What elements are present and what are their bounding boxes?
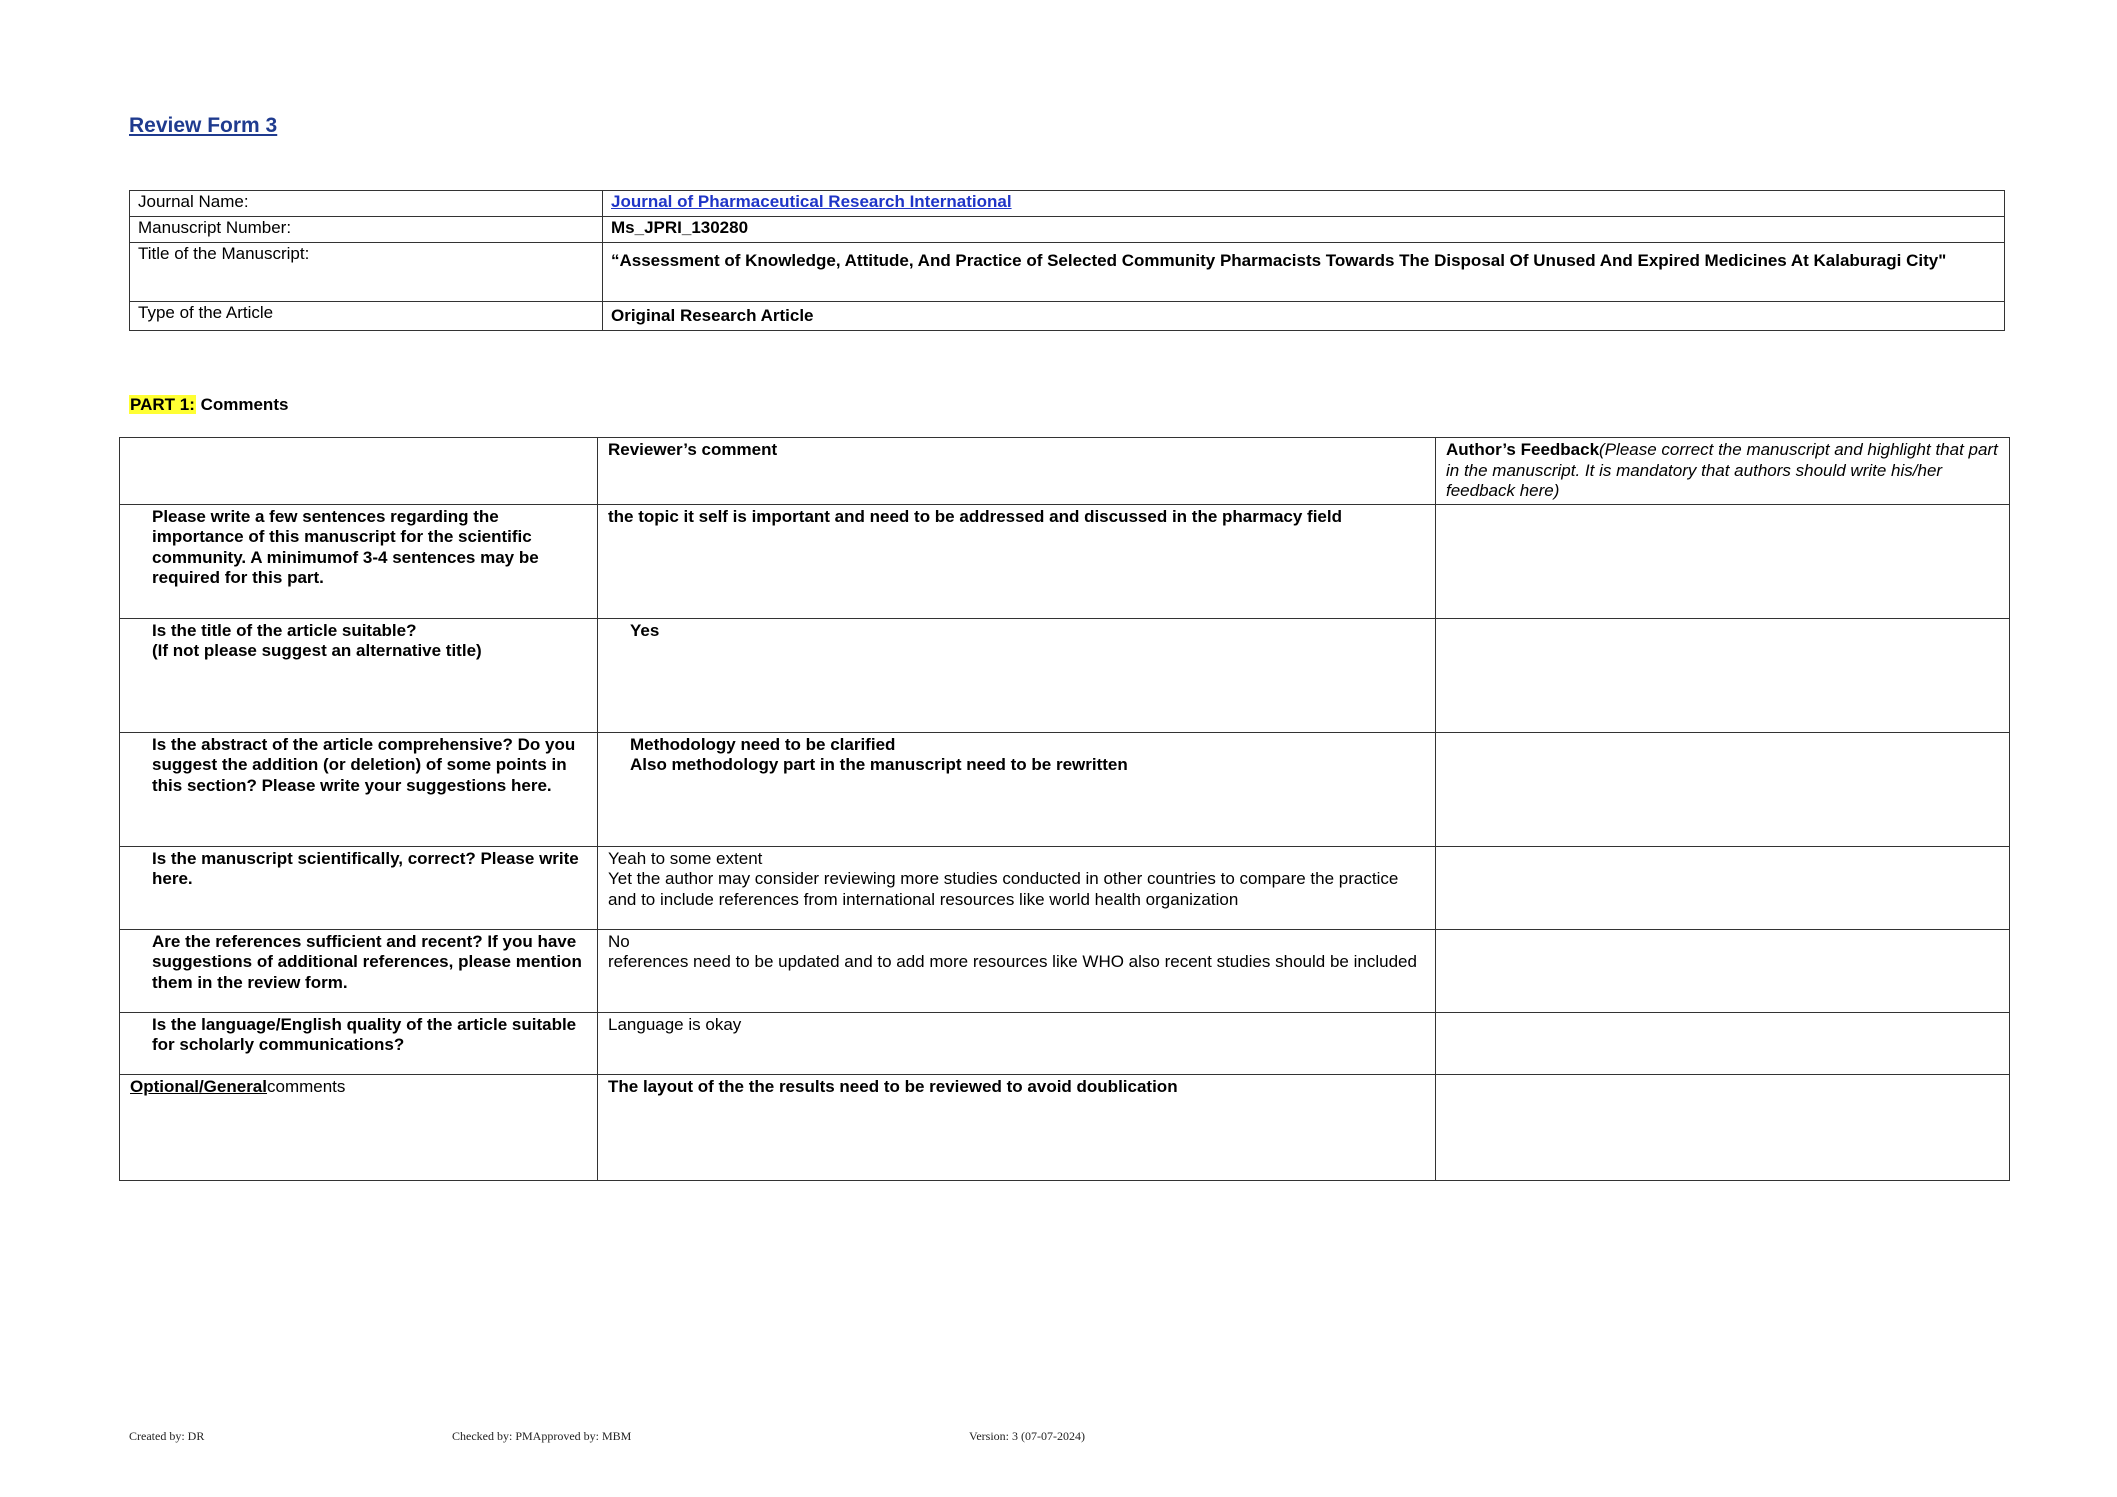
author-feedback-cell[interactable] [1436,618,2010,732]
optional-comments-label [120,1074,598,1180]
reviewer-comment-cell: Language is okay [598,1012,1436,1074]
table-row [120,732,2010,846]
manuscript-info-table [129,190,2005,331]
author-feedback-cell[interactable] [1436,929,2010,1012]
table-row [120,1074,2010,1180]
comment-line: Also methodology part in the manuscript need to be rewritten [630,755,1128,774]
table-row [130,243,2005,302]
author-feedback-cell[interactable] [1436,1012,2010,1074]
manuscript-number-value: Ms_JPRI_130280 [603,217,2005,243]
optional-label-part: Optional [130,1076,199,1096]
page-title: Review Form 3 [129,114,278,137]
journal-name-label: Journal Name: [130,191,603,217]
part1-label: PART 1: [130,395,195,414]
table-row [120,929,2010,1012]
comment-line: Yeah to some extent [608,848,763,868]
reviewer-comment-cell [598,846,1436,929]
table-row [130,302,2005,331]
manuscript-title-label: Title of the Manuscript: [130,243,603,302]
question-cell: Are the references sufficient and recent? If you have suggestions of additional references, please mention them in the review form. [120,929,598,1012]
question-cell: Is the abstract of the article comprehensive? Do you suggest the addition (or deletion) of some points in this section? Please write your suggestions here. [120,732,598,846]
comment-line: No [608,931,630,951]
manuscript-title-value: “Assessment of Knowledge, Attitude, And Practice of Selected Community Pharmacists Towards The Disposal Of Unused And Expired Medicines At Kalaburagi City" [603,243,2005,302]
question-cell [120,618,598,732]
question-cell: Is the manuscript scientifically, correct? Please write here. [120,846,598,929]
footer-created: Created by: DR [129,1429,205,1443]
comment-line: Yet the author may consider reviewing more studies conducted in other countries to compare the practice and to include references from international resources like world health organization [608,869,1399,909]
footer-version: Version: 3 (07-07-2024) [969,1429,1085,1443]
table-row [120,1012,2010,1074]
reviewer-comment-cell: the topic it self is important and need to be addressed and discussed in the pharmacy field [598,504,1436,618]
table-row [130,191,2005,217]
question-line: (If not please suggest an alternative title) [152,641,482,660]
author-feedback-cell[interactable] [1436,504,2010,618]
comment-line: Methodology need to be clarified [630,734,896,754]
part1-title: Comments [195,395,289,414]
journal-name-link[interactable]: Journal of Pharmaceutical Research International [611,192,1012,211]
table-row [120,618,2010,732]
question-cell: Is the language/English quality of the article suitable for scholarly communications? [120,1012,598,1074]
part1-heading [129,395,288,415]
table-row [120,438,2010,505]
manuscript-number-label: Manuscript Number: [130,217,603,243]
footer-checked: Checked by: PMApproved by: MBM [452,1429,632,1443]
author-feedback-cell[interactable] [1436,1074,2010,1180]
optional-comment-cell: The layout of the the results need to be reviewed to avoid doublication [598,1074,1436,1180]
reviewer-comment-cell [598,732,1436,846]
reviewer-comment-header: Reviewer’s comment [598,438,1436,505]
author-feedback-cell[interactable] [1436,732,2010,846]
general-label-part: /General [198,1076,267,1096]
comments-label-part: comments [267,1076,346,1096]
question-cell: Please write a few sentences regarding the importance of this manuscript for the scientific community. A minimumof 3-4 sentences may be required for this part. [120,504,598,618]
table-row [120,504,2010,618]
author-feedback-header [1436,438,2010,505]
reviewer-comment-cell: Yes [598,618,1436,732]
table-row [120,846,2010,929]
question-line: Is the title of the article suitable? [152,620,417,640]
comments-table [119,437,2010,1181]
table-row [130,217,2005,243]
author-feedback-cell[interactable] [1436,846,2010,929]
article-type-label: Type of the Article [130,302,603,331]
comment-line: references need to be updated and to add more resources like WHO also recent studies should be included [608,952,1417,971]
author-feedback-instructions: (Please correct the manuscript and highlight that part in the manuscript. It is mandatory that authors should write his/her feedback here) [1446,440,1998,500]
header-blank-cell [120,438,598,505]
author-feedback-title: Author’s Feedback [1446,440,1600,459]
reviewer-comment-cell [598,929,1436,1012]
article-type-value: Original Research Article [603,302,2005,331]
journal-name-value[interactable] [603,191,2005,217]
